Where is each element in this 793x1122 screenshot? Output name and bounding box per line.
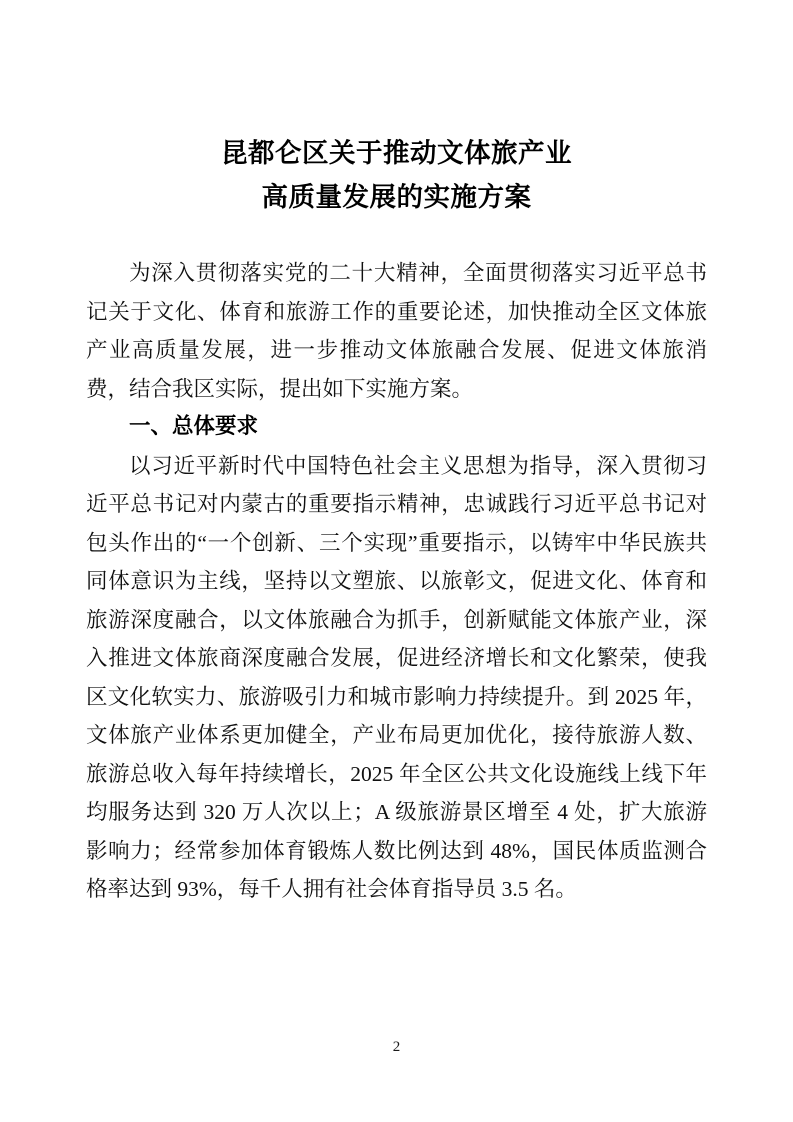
page-title <box>86 132 707 220</box>
paragraph-section-1-body: 以习近平新时代中国特色社会主义思想为指导，深入贯彻习近平总书记对内蒙古的重要指示精神，忠诚践行习近平总书记对包头作出的“一个创新、三个实现”重要指示，以铸牢中华民族共同体意识为主线，坚持以文塑旅、以旅彰文，促进文化、体育和旅游深度融合，以文体旅融合为抓手，创新赋能文体旅产业，深入推进文体旅商深度融合发展，促进经济增长和文化繁荣，使我区文化软实力、旅游吸引力和城市影响力持续提升。到 2025 年，文体旅产业体系更加健全，产业布局更加优化，接待旅游人数、旅游总收入每年持续增长，2025 年全区公共文化设施线上线下年均服务达到 320 万人次以上；A 级旅游景区增至 4 处，扩大旅游影响力；经常参加体育锻炼人数比例达到 48%，国民体质监测合格率达到 93%，每千人拥有社会体育指导员 3.5 名。 <box>86 453 707 901</box>
document-body <box>86 254 707 909</box>
section-heading-1: 一、总体要求 <box>129 414 259 439</box>
page-title-line-2: 高质量发展的实施方案 <box>261 182 532 213</box>
page-title-line-1: 昆都仑区关于推动文体旅产业 <box>221 138 572 169</box>
page-number: 2 <box>392 1039 401 1055</box>
paragraph-intro: 为深入贯彻落实党的二十大精神，全面贯彻落实习近平总书记关于文化、体育和旅游工作的重要论述，加快推动全区文体旅产业高质量发展，进一步推动文体旅融合发展、促进文体旅消费，结合我区实际，提出如下实施方案。 <box>86 261 707 401</box>
